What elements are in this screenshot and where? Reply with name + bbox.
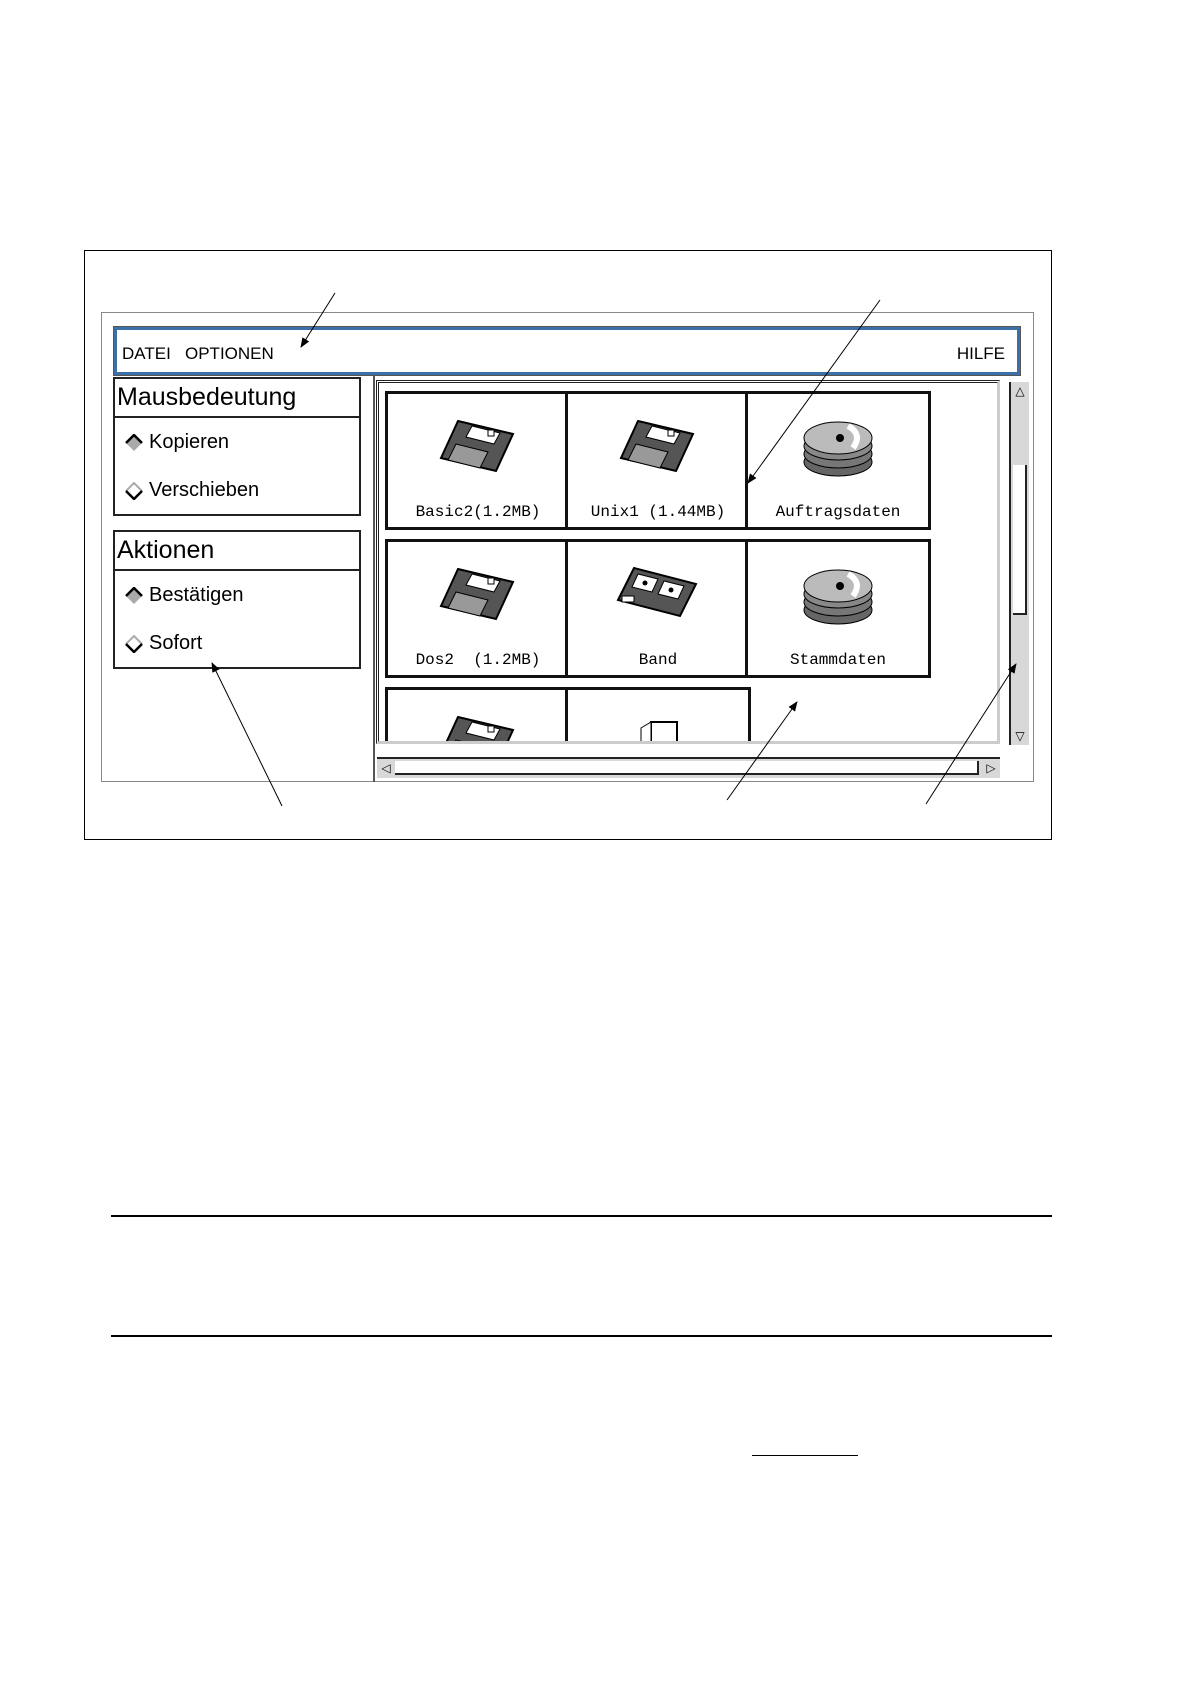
scroll-left-icon[interactable]: ◁ (381, 761, 391, 775)
arrow-menubar (301, 293, 335, 347)
horizontal-rule (111, 1335, 1052, 1337)
menu-datei[interactable]: DATEI (122, 344, 171, 363)
underline-mark (752, 1455, 858, 1456)
object-label: Stammdaten (789, 651, 886, 669)
arrow-object-pane (727, 702, 797, 800)
scroll-right-icon[interactable]: ▷ (986, 761, 996, 775)
radio-label: Verschieben (149, 479, 260, 501)
menu-optionen[interactable]: OPTIONEN (185, 344, 274, 363)
object-label: Basic2(1.2MB) (415, 503, 541, 521)
group-title: Mausbedeutung (115, 379, 359, 418)
object-label: Auftragsdaten (775, 503, 901, 521)
scroll-down-icon[interactable]: ▽ (1015, 729, 1025, 743)
arrow-object (748, 300, 880, 483)
group-title: Aktionen (115, 532, 359, 571)
object-label: Band (638, 651, 678, 669)
radio-label: Kopieren (149, 431, 230, 453)
arrow-scrollbar (926, 664, 1016, 804)
object-label: Dos2 (1.2MB) (415, 651, 541, 669)
horizontal-rule (111, 1215, 1052, 1217)
radio-label: Sofort (149, 632, 203, 654)
scroll-up-icon[interactable]: △ (1015, 384, 1025, 398)
radio-label: Bestätigen (149, 584, 244, 606)
arrow-left-panel (212, 663, 282, 806)
object-label: Unix1 (1.44MB) (590, 503, 726, 521)
menu-hilfe[interactable]: HILFE (956, 344, 1005, 363)
